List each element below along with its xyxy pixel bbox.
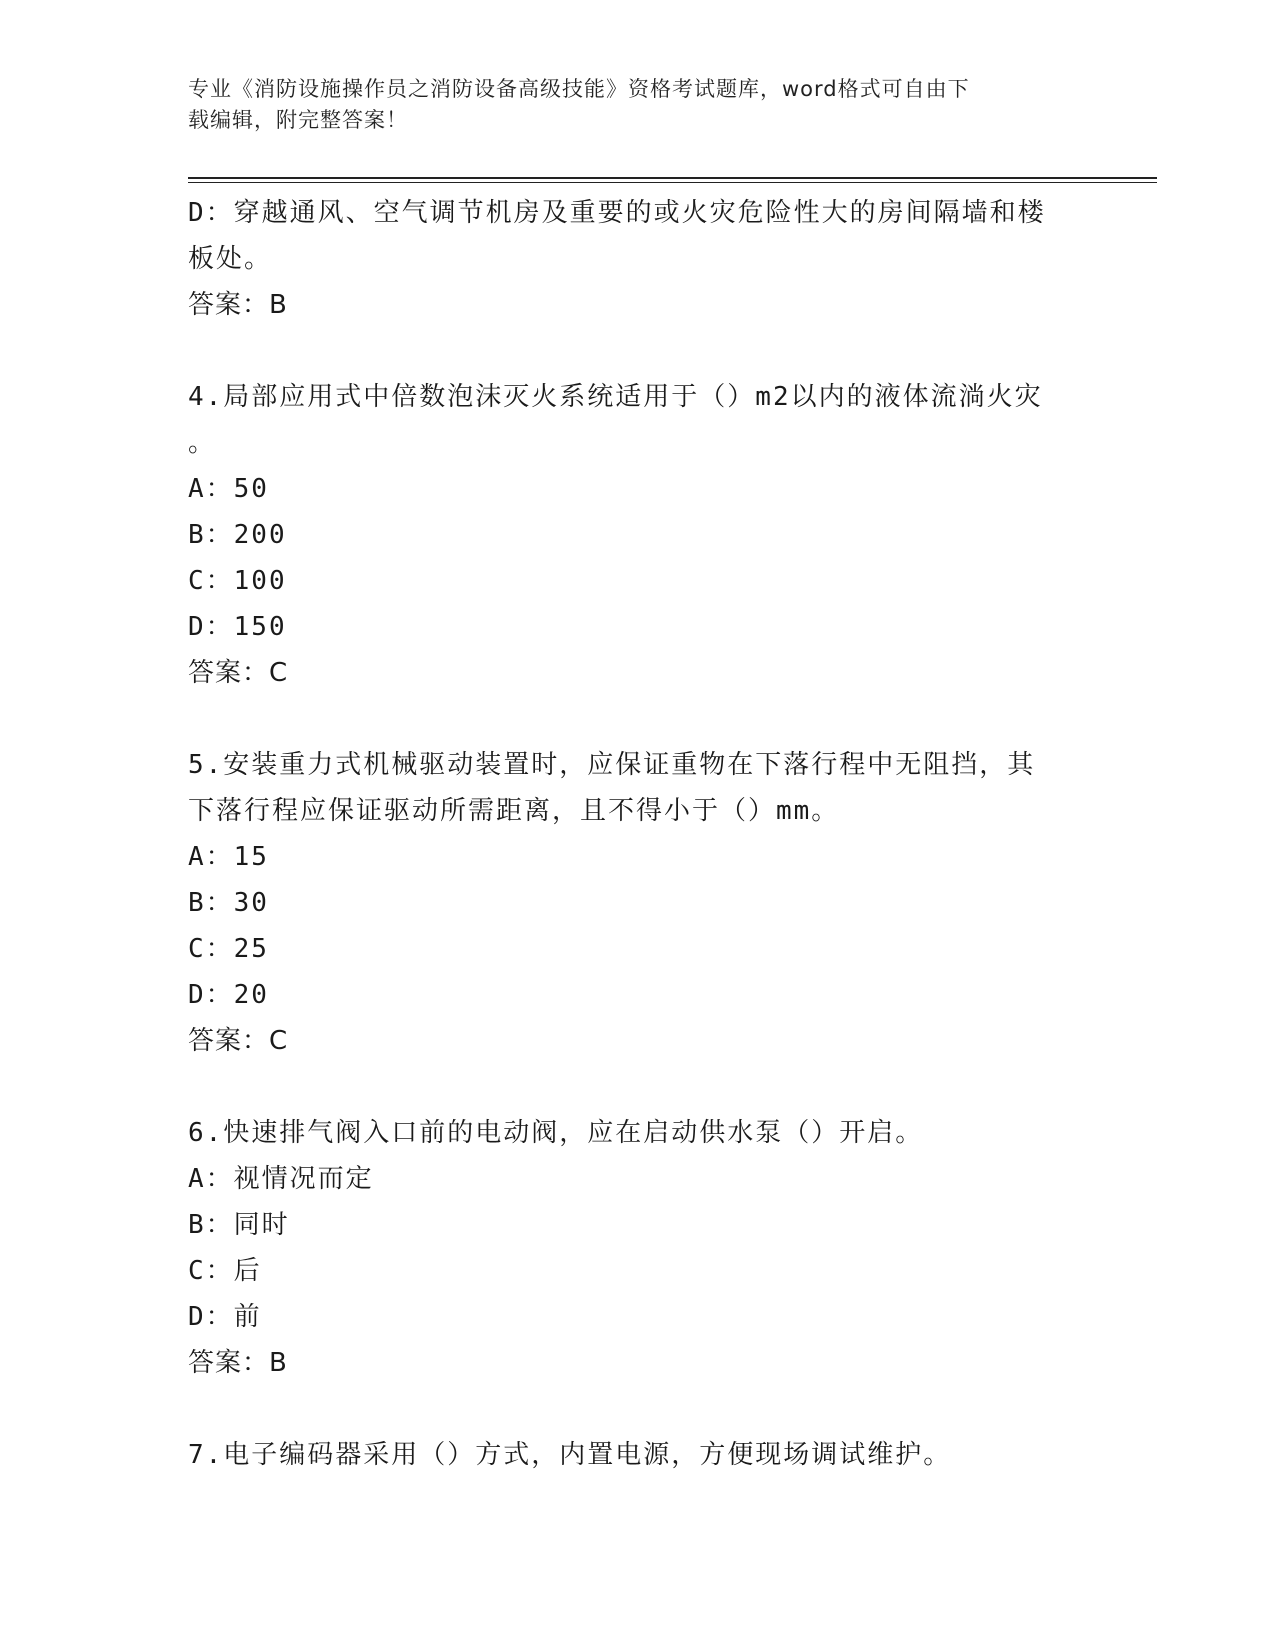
header-line-1: 专业《消防设施操作员之消防设备高级技能》资格考试题库，word格式可自由下 <box>188 77 970 101</box>
option-a: A：50 <box>188 474 269 504</box>
question-6 <box>188 1110 1078 1386</box>
spacer <box>188 328 1078 374</box>
question-4 <box>188 374 1078 696</box>
question-list <box>188 190 1078 1478</box>
document-header <box>188 74 1068 136</box>
answer-line: 答案：B <box>188 290 288 320</box>
answer-line: 答案：C <box>188 1026 289 1056</box>
question-stem: 4.局部应用式中倍数泡沫灭火系统适用于（）m2以内的液体流淌火灾 <box>188 382 1043 412</box>
question-stem-continued: 下落行程应保证驱动所需距离，且不得小于（）mm。 <box>188 796 840 826</box>
option-c: C：后 <box>188 1256 262 1286</box>
question-stem: 5.安装重力式机械驱动装置时，应保证重物在下落行程中无阻挡，其 <box>188 750 1036 780</box>
question-7 <box>188 1432 1078 1478</box>
option-a: A：15 <box>188 842 269 872</box>
option-c: C：25 <box>188 934 269 964</box>
spacer <box>188 1064 1078 1110</box>
option-b: B：200 <box>188 520 287 550</box>
answer-line: 答案：B <box>188 1348 288 1378</box>
option-d: D：20 <box>188 980 269 1010</box>
header-divider-thin <box>188 182 1157 183</box>
option-d: D：穿越通风、空气调节机房及重要的或火灾危险性大的房间隔墙和楼 <box>188 198 1046 228</box>
answer-line: 答案：C <box>188 658 289 688</box>
header-line-2: 载编辑，附完整答案！ <box>188 108 408 132</box>
spacer <box>188 696 1078 742</box>
option-c: C：100 <box>188 566 287 596</box>
option-b: B：同时 <box>188 1210 290 1240</box>
spacer <box>188 1386 1078 1432</box>
header-divider-thick <box>188 177 1157 179</box>
option-d-continued: 板处。 <box>188 244 273 274</box>
option-d: D：150 <box>188 612 287 642</box>
question-3-continuation <box>188 190 1078 328</box>
option-a: A：视情况而定 <box>188 1164 374 1194</box>
option-b: B：30 <box>188 888 269 918</box>
question-stem-continued: 。 <box>188 428 217 458</box>
question-5 <box>188 742 1078 1064</box>
question-stem: 7.电子编码器采用（）方式，内置电源，方便现场调试维护。 <box>188 1440 952 1470</box>
option-d: D：前 <box>188 1302 262 1332</box>
question-stem: 6.快速排气阀入口前的电动阀，应在启动供水泵（）开启。 <box>188 1118 924 1148</box>
